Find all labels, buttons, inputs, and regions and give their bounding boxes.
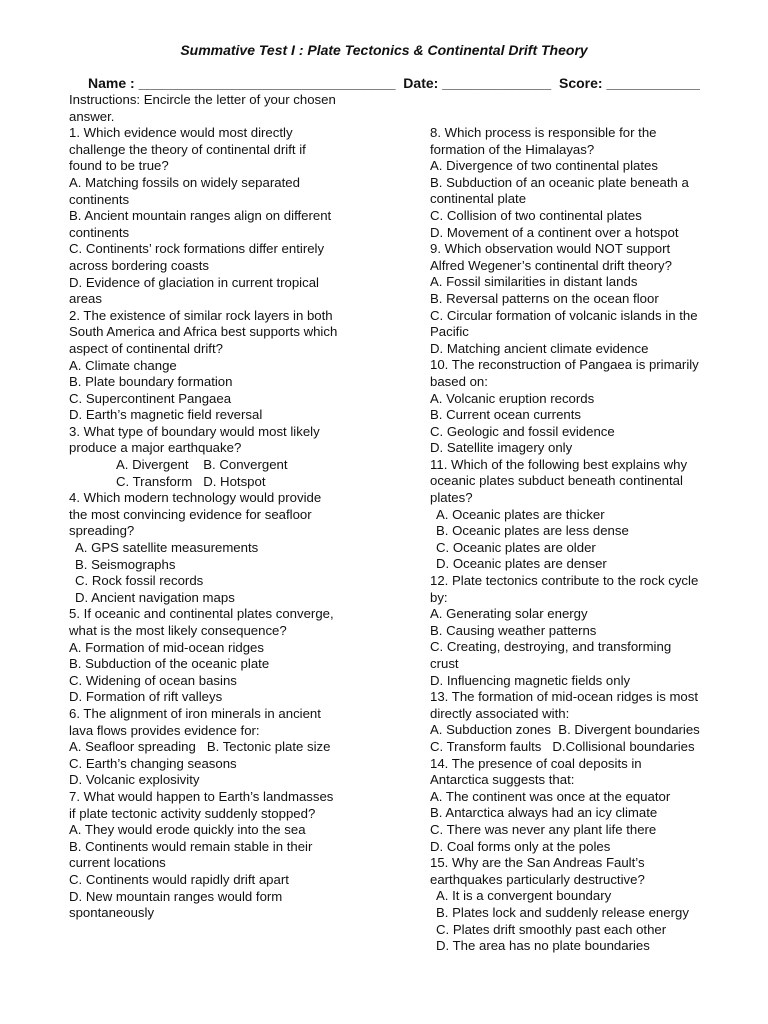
text-line: A. Seafloor spreading B. Tectonic plate size xyxy=(69,739,331,755)
text-line: C. Continents would rapidly drift apart xyxy=(69,871,289,887)
text-line: if plate tectonic activity suddenly stopped? xyxy=(69,805,316,821)
text-line: 11. Which of the following best explains why xyxy=(430,456,688,472)
text-line: C. Plates drift smoothly past each other xyxy=(436,921,667,937)
text-line: C. There was never any plant life there xyxy=(430,821,657,837)
text-line: crust xyxy=(430,656,459,671)
text-line: D. Oceanic plates are denser xyxy=(436,556,607,572)
text-line: A. They would erode quickly into the sea xyxy=(69,822,306,838)
text-line: C. Continents’ rock formations differ entirely xyxy=(69,241,325,257)
text-line: D. New mountain ranges would form xyxy=(69,888,283,904)
text-line: D. Influencing magnetic fields only xyxy=(430,672,631,688)
text-line: B. Plates lock and suddenly release energy xyxy=(436,904,689,920)
text-line: answer. xyxy=(69,108,115,124)
text-line: D. Evidence of glaciation in current tropical xyxy=(69,274,319,290)
text-line: 3. What type of boundary would most likely xyxy=(69,423,320,439)
text-line: continents xyxy=(69,191,130,207)
text-line: C. Transform faults D.Collisional boundaries xyxy=(430,738,695,754)
text-line: challenge the theory of continental drift if xyxy=(69,141,306,157)
text-line: formation of the Himalayas? xyxy=(430,141,595,157)
text-line: D. The area has no plate boundaries xyxy=(436,938,650,954)
text-line: B. Ancient mountain ranges align on different xyxy=(69,208,332,224)
text-line: 7. What would happen to Earth’s landmasses xyxy=(69,788,334,804)
text-line: C. Rock fossil records xyxy=(75,573,204,589)
text-line: D. Movement of a continent over a hotspot xyxy=(430,224,679,240)
text-line: based on: xyxy=(430,373,488,389)
text-line: C. Earth’s changing seasons xyxy=(69,755,237,771)
text-line: D. Formation of rift valleys xyxy=(69,689,223,705)
right-column xyxy=(430,125,730,955)
text-line: 15. Why are the San Andreas Fault’s xyxy=(430,855,645,871)
text-line: directly associated with: xyxy=(430,705,570,721)
text-line: C. Oceanic plates are older xyxy=(436,539,596,555)
text-line: plates? xyxy=(430,490,473,506)
text-line: by: xyxy=(430,589,448,605)
text-line: 9. Which observation would NOT support xyxy=(430,241,671,257)
left-column xyxy=(69,92,394,922)
text-line: 10. The reconstruction of Pangaea is primarily xyxy=(430,357,699,373)
text-line: C. Transform D. Hotspot xyxy=(116,473,266,489)
text-line: C. Supercontinent Pangaea xyxy=(69,390,232,406)
text-line: South America and Africa best supports which xyxy=(69,324,338,340)
text-line: B. Oceanic plates are less dense xyxy=(436,523,629,539)
text-line: B. Continents would remain stable in their xyxy=(69,838,313,854)
text-line: A. Climate change xyxy=(69,357,177,373)
text-line: 8. Which process is responsible for the xyxy=(430,125,657,140)
text-line: C. Geologic and fossil evidence xyxy=(430,423,615,439)
text-line: 4. Which modern technology would provide xyxy=(69,490,322,506)
text-line: A. Generating solar energy xyxy=(430,606,588,622)
text-line: aspect of continental drift? xyxy=(69,340,223,356)
page-title: Summative Test I : Plate Tectonics & Continental Drift Theory xyxy=(180,42,588,58)
text-line: A. Divergent B. Convergent xyxy=(116,457,288,473)
text-line: lava flows provides evidence for: xyxy=(69,722,260,738)
text-line: C. Creating, destroying, and transforming xyxy=(430,639,672,655)
text-line: the most convincing evidence for seafloor xyxy=(69,506,312,522)
text-line: Instructions: Encircle the letter of your chosen xyxy=(69,92,336,107)
text-line: C. Collision of two continental plates xyxy=(430,207,642,223)
text-line: oceanic plates subduct beneath continental xyxy=(430,473,683,489)
text-line: A. GPS satellite measurements xyxy=(75,540,259,556)
text-line: A. Formation of mid-ocean ridges xyxy=(69,639,264,655)
text-line: D. Ancient navigation maps xyxy=(75,589,235,605)
text-line: 1. Which evidence would most directly xyxy=(69,125,293,141)
text-line: A. Volcanic eruption records xyxy=(430,390,595,406)
text-line: spreading? xyxy=(69,523,135,539)
text-line: 2. The existence of similar rock layers in both xyxy=(69,307,333,323)
text-line: 5. If oceanic and continental plates converge, xyxy=(69,606,334,622)
text-line: areas xyxy=(69,291,102,307)
text-line: produce a major earthquake? xyxy=(69,440,242,456)
text-line: 6. The alignment of iron minerals in ancient xyxy=(69,705,321,721)
text-line: A. Oceanic plates are thicker xyxy=(436,506,605,522)
text-line: spontaneously xyxy=(69,905,155,921)
text-line: D. Coal forms only at the poles xyxy=(430,838,611,854)
text-line: D. Satellite imagery only xyxy=(430,440,573,456)
text-line: C. Circular formation of volcanic islands in the xyxy=(430,307,698,323)
header-fields: Name : _________________________________ Date: ______________ Score: ____________ xyxy=(88,75,700,91)
text-line: A. Divergence of two continental plates xyxy=(430,158,658,174)
text-line: B. Causing weather patterns xyxy=(430,622,597,638)
text-line: Pacific xyxy=(430,324,469,340)
text-line: A. Matching fossils on widely separated xyxy=(69,174,300,190)
text-line: B. Subduction of an oceanic plate beneath a xyxy=(430,174,689,190)
text-line: 14. The presence of coal deposits in xyxy=(430,755,642,771)
text-line: A. Fossil similarities in distant lands xyxy=(430,274,638,290)
text-line: continental plate xyxy=(430,191,527,207)
text-line: continents xyxy=(69,224,130,240)
text-line: 12. Plate tectonics contribute to the rock cycle xyxy=(430,573,699,589)
text-line: C. Widening of ocean basins xyxy=(69,672,237,688)
text-line: 13. The formation of mid-ocean ridges is most xyxy=(430,689,699,705)
text-line: D. Matching ancient climate evidence xyxy=(430,340,649,356)
text-line: across bordering coasts xyxy=(69,257,210,273)
text-line: current locations xyxy=(69,855,166,871)
text-line: B. Seismographs xyxy=(75,556,176,572)
text-line: B. Antarctica always had an icy climate xyxy=(430,805,658,821)
text-line: D. Earth’s magnetic field reversal xyxy=(69,407,263,423)
text-line: A. The continent was once at the equator xyxy=(430,788,671,804)
text-line: B. Current ocean currents xyxy=(430,407,581,423)
text-line: Alfred Wegener’s continental drift theory? xyxy=(430,257,672,273)
text-line: D. Volcanic explosivity xyxy=(69,772,200,788)
text-line: found to be true? xyxy=(69,158,169,174)
text-line: B. Reversal patterns on the ocean floor xyxy=(430,290,659,306)
text-line: B. Subduction of the oceanic plate xyxy=(69,656,270,672)
text-line: A. It is a convergent boundary xyxy=(436,888,612,904)
text-line: A. Subduction zones B. Divergent boundaries xyxy=(430,722,700,738)
text-line: earthquakes particularly destructive? xyxy=(430,871,645,887)
text-line: what is the most likely consequence? xyxy=(69,623,287,638)
text-line: B. Plate boundary formation xyxy=(69,374,233,390)
text-line: Antarctica suggests that: xyxy=(430,772,575,788)
